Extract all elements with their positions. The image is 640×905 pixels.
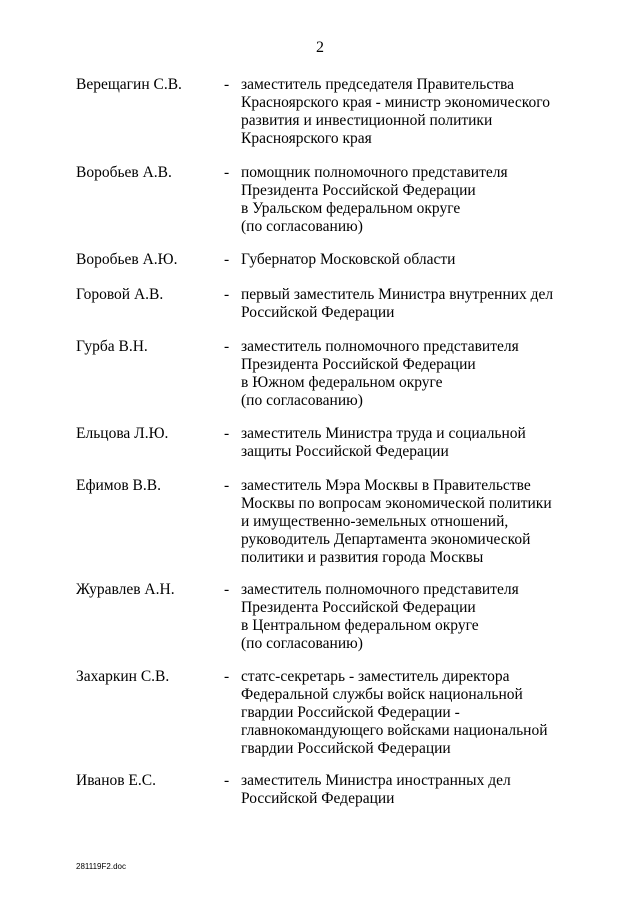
position-line: заместитель председателя Правительства (241, 76, 515, 93)
member-name: Захаркин С.В. (76, 668, 170, 685)
position-line: защиты Российской Федерации (241, 443, 449, 460)
position-line: Красноярского края (241, 130, 372, 147)
position-line: Москвы по вопросам экономической политики (241, 495, 552, 512)
member-position (241, 286, 571, 322)
position-line: Федеральной службы войск национальной (241, 686, 523, 703)
member-position (241, 164, 571, 236)
position-line: заместитель полномочного представителя (241, 581, 519, 598)
position-line: Красноярского края - министр экономического (241, 94, 550, 111)
separator-dash: - (224, 425, 230, 442)
member-position (241, 581, 571, 653)
position-line: гвардии Российской Федерации - (241, 704, 460, 721)
position-line: и имущественно-земельных отношений, (241, 513, 509, 530)
member-position (241, 338, 571, 410)
member-name: Воробьев А.Ю. (76, 251, 178, 268)
member-position (241, 772, 571, 808)
position-line: заместитель Министра иностранных дел (241, 772, 511, 789)
member-name: Горовой А.В. (76, 286, 164, 303)
member-name: Верещагин С.В. (76, 76, 182, 93)
position-line: заместитель полномочного представителя (241, 338, 519, 355)
member-position (241, 251, 571, 269)
position-line: в Уральском федеральном округе (241, 200, 461, 217)
position-line: (по согласованию) (241, 392, 363, 409)
position-line: гвардии Российской Федерации (241, 740, 451, 757)
position-line: первый заместитель Министра внутренних дел (241, 286, 554, 303)
member-name: Гурба В.Н. (76, 338, 148, 355)
position-line: в Южном федеральном округе (241, 374, 443, 391)
member-name: Иванов Е.С. (76, 772, 156, 789)
separator-dash: - (224, 772, 230, 789)
position-line: помощник полномочного представителя (241, 164, 508, 181)
separator-dash: - (224, 668, 230, 685)
member-name: Воробьев А.В. (76, 164, 172, 181)
position-line: Президента Российской Федерации (241, 182, 476, 199)
member-name: Ельцова Л.Ю. (76, 425, 169, 442)
member-name: Журавлев А.Н. (76, 581, 175, 598)
position-line: политики и развития города Москвы (241, 549, 484, 566)
separator-dash: - (224, 76, 230, 93)
separator-dash: - (224, 581, 230, 598)
member-position (241, 76, 571, 148)
position-line: заместитель Мэра Москвы в Правительстве (241, 477, 531, 494)
position-line: Российской Федерации (241, 790, 395, 807)
member-position (241, 425, 571, 461)
position-line: Президента Российской Федерации (241, 356, 476, 373)
separator-dash: - (224, 164, 230, 181)
position-line: в Центральном федеральном округе (241, 617, 479, 634)
separator-dash: - (224, 286, 230, 303)
member-position (241, 477, 571, 567)
document-filename: 281119F2.doc (76, 862, 126, 871)
position-line: (по согласованию) (241, 218, 363, 235)
position-line: Губернатор Московской области (241, 251, 456, 268)
position-line: главнокомандующего войсками национальной (241, 722, 548, 739)
position-line: руководитель Департамента экономической (241, 531, 531, 548)
member-name: Ефимов В.В. (76, 477, 161, 494)
position-line: Президента Российской Федерации (241, 599, 476, 616)
separator-dash: - (224, 338, 230, 355)
position-line: развития и инвестиционной политики (241, 112, 493, 129)
separator-dash: - (224, 251, 230, 268)
position-line: (по согласованию) (241, 635, 363, 652)
separator-dash: - (224, 477, 230, 494)
position-line: статс-секретарь - заместитель директора (241, 668, 510, 685)
position-line: Российской Федерации (241, 304, 395, 321)
member-position (241, 668, 571, 758)
page-number: 2 (316, 39, 324, 56)
position-line: заместитель Министра труда и социальной (241, 425, 526, 442)
